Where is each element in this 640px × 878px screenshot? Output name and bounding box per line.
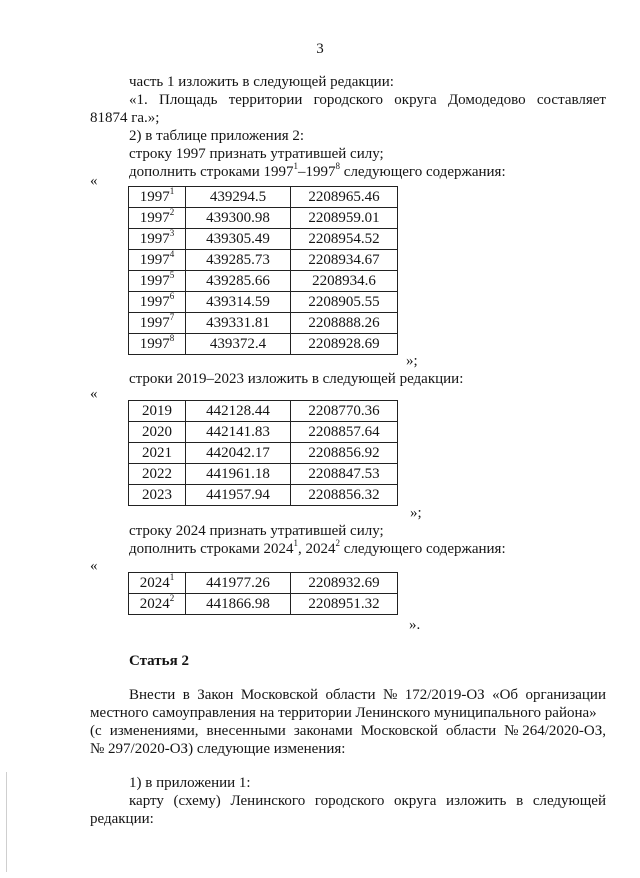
x-coordinate-cell: 441866.98 (186, 594, 291, 615)
y-coordinate-cell: 2208856.32 (291, 485, 398, 506)
point-id-cell: 2019 (129, 401, 186, 422)
article-line-2: местного самоуправления на территории Ленинского муниципального района» (90, 705, 597, 721)
table-row (129, 422, 398, 443)
y-coordinate-cell: 2208934.6 (291, 271, 398, 292)
y-coordinate-cell: 2208856.92 (291, 443, 398, 464)
y-coordinate-cell: 2208857.64 (291, 422, 398, 443)
x-coordinate-cell: 441977.26 (186, 573, 291, 594)
point-id-cell: 1997$^3$ (129, 229, 186, 250)
point-id-cell: 1997$^5$ (129, 271, 186, 292)
point-id-cell: 2022 (129, 464, 186, 485)
article-line-3: (с изменениями, внесенными законами Московской области № 264/2020-ОЗ, (90, 723, 606, 739)
table-row (129, 250, 398, 271)
table-row (129, 573, 398, 594)
x-coordinate-cell: 441961.18 (186, 464, 291, 485)
point-id-cell: 2024$^1$ (129, 573, 186, 594)
x-coordinate-cell: 439300.98 (186, 208, 291, 229)
scan-margin-mark (0, 772, 7, 872)
item-2: 2) в таблице приложения 2: (129, 128, 305, 144)
open-quote-2: « (90, 386, 98, 402)
map-line: карту (схему) Ленинского городского округа изложить в следующей (129, 793, 606, 809)
quote-line-1: «1. Площадь территории городского округа Домодедово составляет (129, 92, 606, 108)
close-quote-2: »; (410, 505, 422, 521)
y-coordinate-cell: 2208965.46 (291, 187, 398, 208)
table-row (129, 443, 398, 464)
y-coordinate-cell: 2208954.52 (291, 229, 398, 250)
table-row (129, 485, 398, 506)
y-coordinate-cell: 2208932.69 (291, 573, 398, 594)
table-row (129, 334, 398, 355)
rows-2019-2023-line: строки 2019–2023 изложить в следующей редакции: (129, 371, 464, 387)
y-coordinate-cell: 2208928.69 (291, 334, 398, 355)
point-id-cell: 1997$^8$ (129, 334, 186, 355)
table-1997 (128, 186, 398, 355)
table-row (129, 208, 398, 229)
revoke-2024: строку 2024 признать утратившей силу; (129, 523, 384, 539)
close-quote-3: ». (409, 617, 421, 633)
article-line-4: № 297/2020-ОЗ) следующие изменения: (90, 741, 346, 757)
point-id-cell: 2021 (129, 443, 186, 464)
open-quote-1: « (90, 173, 98, 189)
article-heading: Статья 2 (129, 653, 189, 669)
point-id-cell: 2020 (129, 422, 186, 443)
y-coordinate-cell: 2208888.26 (291, 313, 398, 334)
point-id-cell: 1997$^4$ (129, 250, 186, 271)
page-number: 3 (316, 41, 324, 57)
x-coordinate-cell: 439372.4 (186, 334, 291, 355)
x-coordinate-cell: 439285.66 (186, 271, 291, 292)
point-id-cell: 1997$^2$ (129, 208, 186, 229)
article-line-1: Внести в Закон Московской области № 172/2019-ОЗ «Об организации (129, 687, 606, 703)
y-coordinate-cell: 2208951.32 (291, 594, 398, 615)
point-id-cell: 1997$^6$ (129, 292, 186, 313)
table-2024 (128, 572, 398, 615)
x-coordinate-cell: 442141.83 (186, 422, 291, 443)
y-coordinate-cell: 2208959.01 (291, 208, 398, 229)
y-coordinate-cell: 2208770.36 (291, 401, 398, 422)
table-row (129, 464, 398, 485)
close-quote-1: »; (406, 353, 418, 369)
add-2024: дополнить строками 2024$^1$, 2024$^2$ следующего содержания: (129, 538, 506, 557)
point-id-cell: 2024$^2$ (129, 594, 186, 615)
x-coordinate-cell: 439285.73 (186, 250, 291, 271)
table-row (129, 271, 398, 292)
x-coordinate-cell: 439331.81 (186, 313, 291, 334)
point-id-cell: 1997$^1$ (129, 187, 186, 208)
point-id-cell: 2023 (129, 485, 186, 506)
table-row (129, 187, 398, 208)
point-id-cell: 1997$^7$ (129, 313, 186, 334)
table-row (129, 594, 398, 615)
x-coordinate-cell: 439294.5 (186, 187, 291, 208)
x-coordinate-cell: 439305.49 (186, 229, 291, 250)
x-coordinate-cell: 442128.44 (186, 401, 291, 422)
y-coordinate-cell: 2208847.53 (291, 464, 398, 485)
intro-line: часть 1 изложить в следующей редакции: (129, 74, 394, 90)
x-coordinate-cell: 439314.59 (186, 292, 291, 313)
table-row (129, 401, 398, 422)
y-coordinate-cell: 2208905.55 (291, 292, 398, 313)
table-row (129, 313, 398, 334)
x-coordinate-cell: 442042.17 (186, 443, 291, 464)
table-row (129, 292, 398, 313)
revoke-1997: строку 1997 признать утратившей силу; (129, 146, 384, 162)
y-coordinate-cell: 2208934.67 (291, 250, 398, 271)
table-2019-2023 (128, 400, 398, 506)
add-1997: дополнить строками 1997$^1$–1997$^8$ следующего содержания: (129, 161, 506, 180)
map-line-2: редакции: (90, 811, 154, 827)
item-1: 1) в приложении 1: (129, 775, 251, 791)
table-row (129, 229, 398, 250)
quote-line-2: 81874 га.»; (90, 110, 160, 126)
open-quote-3: « (90, 558, 98, 574)
x-coordinate-cell: 441957.94 (186, 485, 291, 506)
